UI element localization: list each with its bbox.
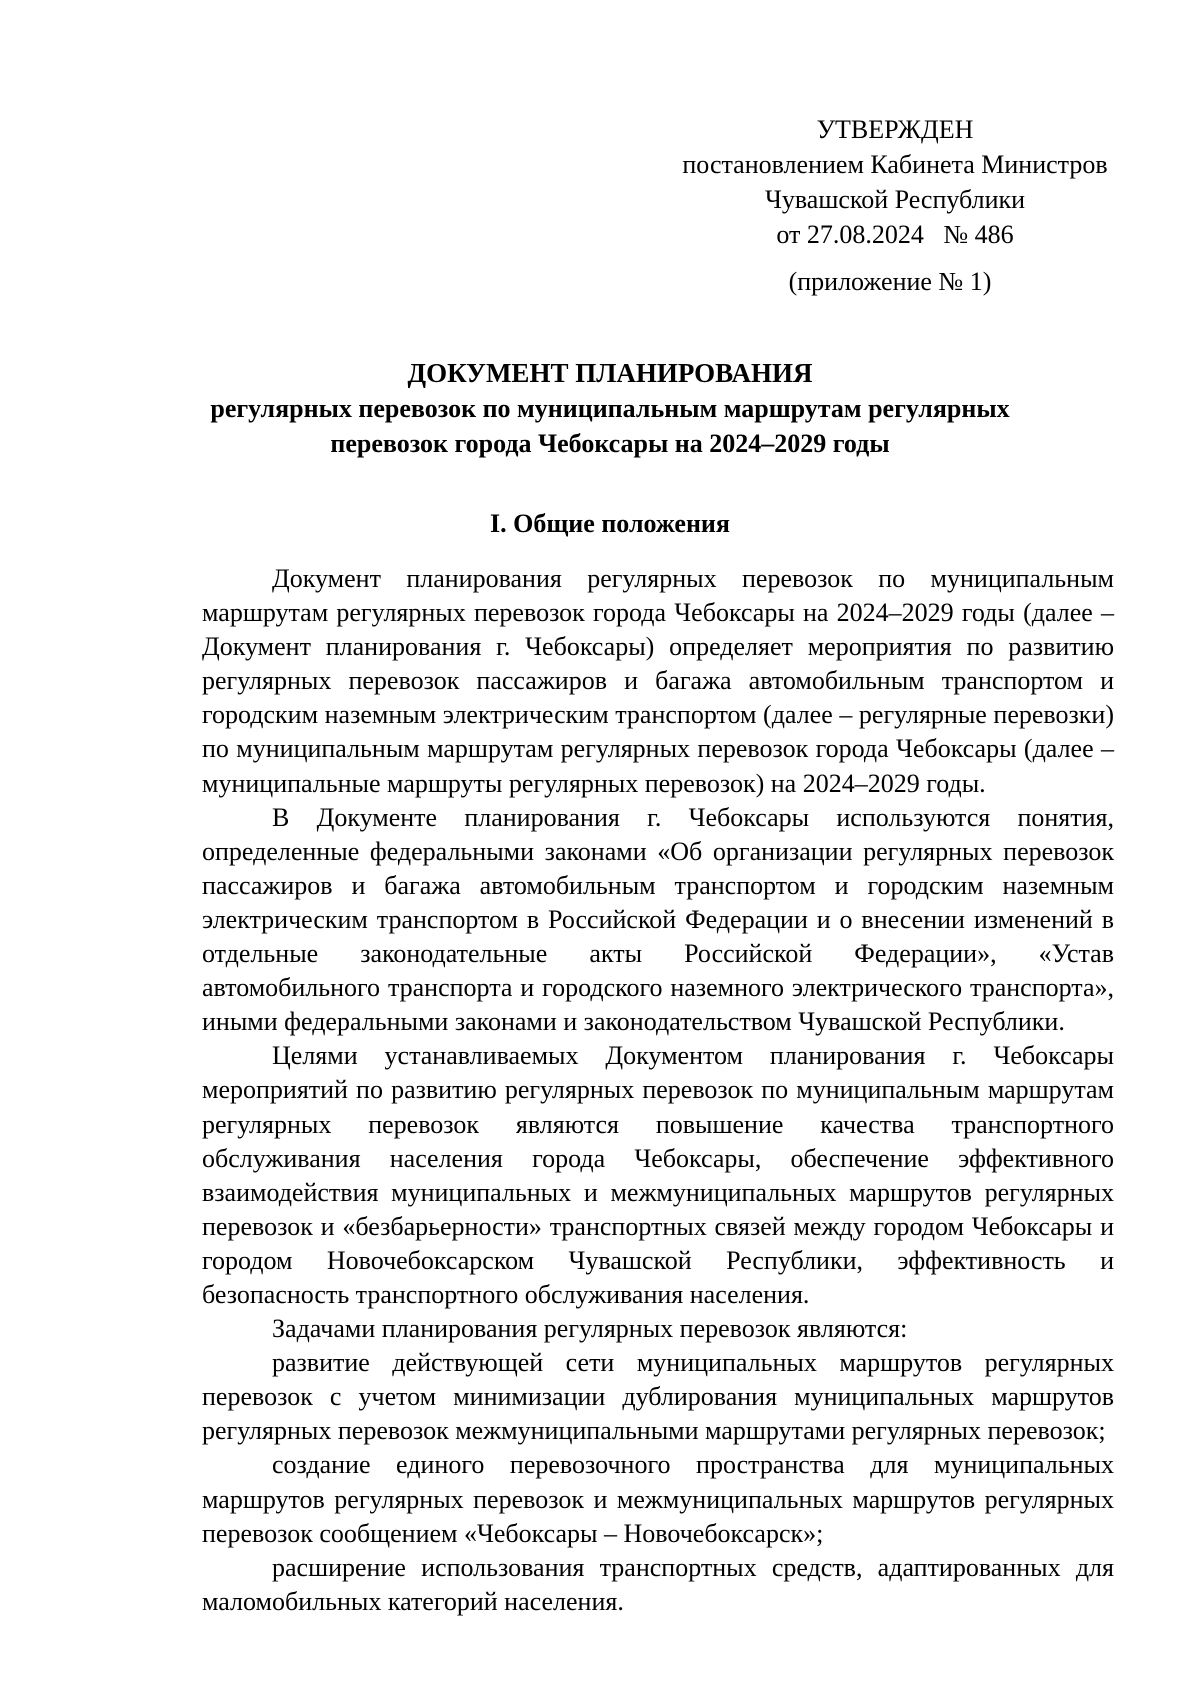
paragraph-goals: Целями устанавливаемых Документом планирования г. Чебоксары мероприятий по развитию регулярных перевозок по муниципальным маршрутам регулярных перевозок являются повышение качества транспортного обслуживания населения города Чебоксары, обеспечение эффективного взаимодействия муниципальных и межмуниципальных маршрутов регулярных перевозок и «безбарьерности» транспортных связей между городом Чебоксары и городом Новочебоксарском Чувашской Республики, эффективность и безопасность транспортного обслуживания населения. — [202, 1041, 1114, 1309]
paragraph-intro: Документ планирования регулярных перевозок по муниципальным маршрутам регулярных перевозок города Чебоксары на 2024–2029 годы (далее – Документ планирования г. Чебоксары) определяет мероприятия по развитию регулярных перевозок пассажиров и багажа автомобильным транспортом и городским наземным электрическим транспортом (далее – регулярные перевозки) по муниципальным маршрутам регулярных перевозок города Чебоксары (далее – муниципальные маршруты регулярных перевозок) на 2024–2029 годы. — [202, 564, 1114, 798]
section-body — [202, 562, 1114, 1619]
document-title — [150, 356, 1070, 461]
document-title-subtitle-line-1: регулярных перевозок по муниципальным маршрутам регулярных — [210, 394, 1010, 423]
approval-region: Чувашской Республики — [764, 185, 1026, 214]
approval-status: УТВЕРЖДЕН — [816, 115, 974, 144]
approval-block — [680, 112, 1110, 252]
paragraph-tasks-intro: Задачами планирования регулярных перевозок являются: — [272, 1314, 908, 1344]
approval-date-number: от 27.08.2024 № 486 — [776, 220, 1014, 249]
paragraph-task-unified-space: создание единого перевозочного пространства для муниципальных маршрутов регулярных перевозок и межмуниципальных маршрутов регулярных перевозок сообщением «Чебоксары – Новочебоксарск»; — [202, 1450, 1114, 1548]
document-title-subtitle-line-2: перевозок города Чебоксары на 2024–2029 годы — [330, 429, 890, 458]
paragraph-task-network: развитие действующей сети муниципальных маршрутов регулярных перевозок с учетом минимизации дублирования муниципальных маршрутов регулярных перевозок межмуниципальными маршрутами регулярных перевозок; — [202, 1348, 1114, 1446]
section-heading: I. Общие положения — [490, 509, 730, 538]
paragraph-definitions: В Документе планирования г. Чебоксары используются понятия, определенные федеральными законами «Об организации регулярных перевозок пассажиров и багажа автомобильным транспортом и городским наземным электрическим транспортом в Российской Федерации и о внесении изменений в отдельные законодательные акты Российской Федерации», «Устав автомобильного транспорта и городского наземного электрического транспорта», иными федеральными законами и законодательством Чувашской Республики. — [202, 802, 1114, 1037]
approval-authority: постановлением Кабинета Министров — [682, 150, 1108, 179]
document-title-main: ДОКУМЕНТ ПЛАНИРОВАНИЯ — [407, 358, 813, 388]
paragraph-task-accessibility: расширение использования транспортных средств, адаптированных для маломобильных категорий населения. — [202, 1552, 1114, 1616]
appendix-note: (приложение № 1) — [788, 267, 992, 296]
